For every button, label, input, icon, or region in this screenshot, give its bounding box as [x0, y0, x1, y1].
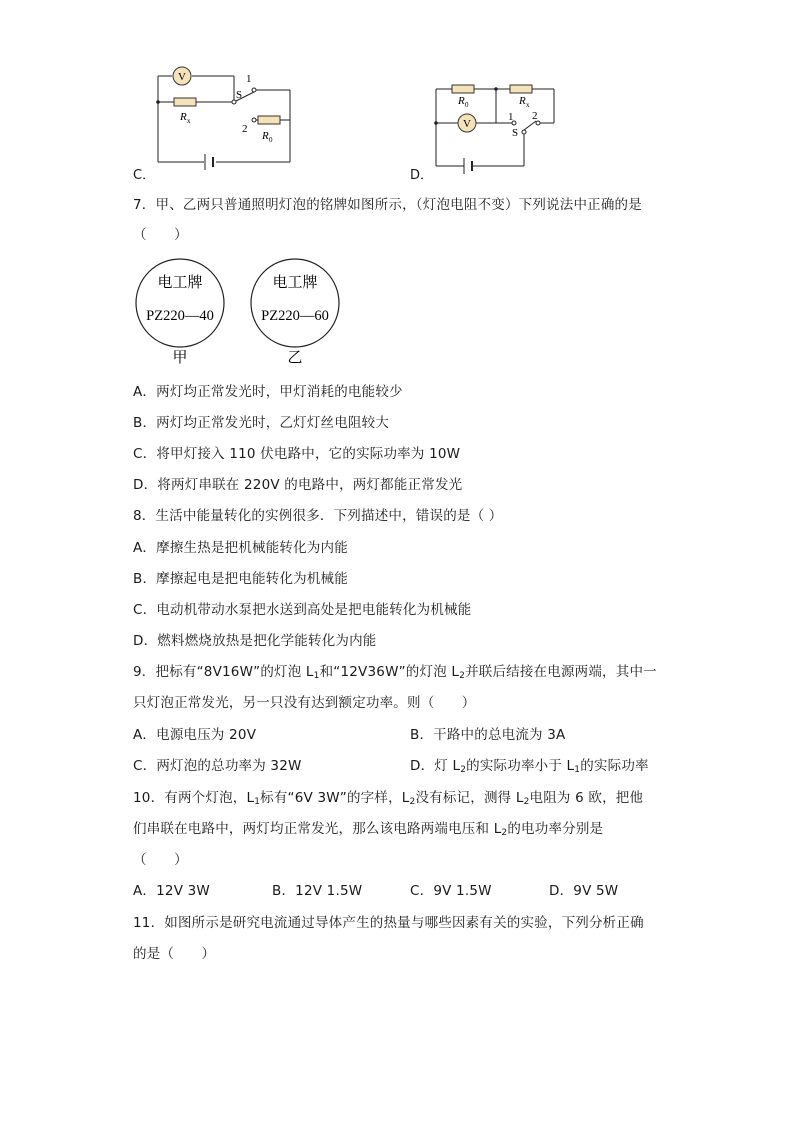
r0-c-label: R	[262, 130, 269, 142]
q10-option-d: D．9V 5W	[549, 883, 619, 899]
bulb-yi-name: 乙	[287, 350, 303, 366]
terminal-d-1: 1	[508, 111, 514, 123]
q10-option-c: C．9V 1.5W	[410, 883, 492, 899]
terminal-c-2: 2	[242, 123, 248, 135]
rx-c-label: R	[180, 111, 187, 123]
q10-line1-d: 电阻为 6 欧，把他	[529, 790, 644, 806]
q8-option-d: D．燃料燃烧放热是把化学能转化为内能	[133, 633, 377, 649]
switch-c-label: S	[236, 89, 243, 101]
q7-bulb-badges	[133, 258, 353, 370]
rx-d-sub: x	[526, 101, 530, 109]
circuit-d-svg	[428, 78, 563, 178]
q9-stem-line1	[133, 660, 657, 681]
q8-option-a: A．摩擦生热是把机械能转化为内能	[133, 540, 348, 556]
q9-opt-d-sub2: 2	[460, 765, 467, 775]
q9-option-c: C．两灯泡的总功率为 32W	[133, 758, 302, 774]
q8-option-c: C．电动机带动水泵把水送到高处是把电能转化为机械能	[133, 602, 472, 618]
q9-stem-part-a: 9．把标有“8V16W”的灯泡 L	[133, 664, 314, 680]
bulb-yi-brand: 电工牌	[272, 275, 318, 291]
circuit-diagram-d	[428, 78, 563, 178]
q9-opt-d-sub1: 1	[574, 765, 581, 775]
q9-option-a: A．电源电压为 20V	[133, 727, 257, 743]
r0-d-sub: 0	[465, 101, 469, 109]
bulb-badge-yi	[251, 259, 339, 347]
bulb-badge-jia	[136, 259, 224, 347]
rx-d-label: R	[519, 95, 526, 107]
q10-sub-2c: 2	[501, 828, 508, 838]
q10-option-a: A．12V 3W	[133, 883, 210, 899]
q10-line1-b: 标有“6V 3W”的字样，L	[260, 790, 410, 806]
q10-paren: （ ）	[133, 852, 188, 868]
q7-paren: （ ）	[133, 227, 188, 243]
q7-option-b: B．两灯均正常发光时，乙灯灯丝电阻较大	[133, 415, 390, 431]
bulb-jia-brand: 电工牌	[157, 275, 203, 291]
bulb-jia-name: 甲	[172, 350, 188, 366]
q11-line2: 的是（ ）	[133, 946, 216, 962]
q9-opt-d-c: 的实际功率	[580, 758, 649, 774]
q9-sub-1: 1	[313, 671, 320, 681]
q10-sub-2b: 2	[523, 797, 530, 807]
q8-option-b: B．摩擦起电是把电能转化为机械能	[133, 571, 348, 587]
q10-line1-c: 没有标记，测得 L	[415, 790, 524, 806]
voltmeter-c-label: V	[178, 71, 186, 83]
bulb-badges-svg	[133, 258, 353, 366]
terminal-c-1: 1	[246, 73, 252, 85]
switch-d-label: S	[512, 127, 519, 139]
q10-line2-a: 们串联在电路中，两灯均正常发光，那么该电路两端电压和 L	[133, 821, 502, 837]
option-d-label: D．	[410, 168, 434, 183]
terminal-d-2: 2	[532, 110, 538, 122]
q9-sub-2: 2	[459, 671, 466, 681]
q8-stem: 8．生活中能量转化的实例很多．下列描述中，错误的是（ ）	[133, 508, 503, 524]
q10-line1	[133, 786, 643, 807]
q7-option-a: A．两灯均正常发光时，甲灯消耗的电能较少	[133, 384, 403, 400]
r0-c-sub: 0	[269, 136, 273, 144]
q9-option-d	[410, 754, 649, 775]
q9-stem-line2: 只灯泡正常发光，另一只没有达到额定功率。则（ ）	[133, 695, 476, 711]
bulb-yi-rating: PZ220—60	[261, 308, 329, 324]
q10-line1-a: 10．有两个灯泡，L	[133, 790, 255, 806]
q10-sub-2a: 2	[409, 797, 416, 807]
q10-sub-1a: 1	[254, 797, 261, 807]
q9-option-b: B．干路中的总电流为 3A	[410, 727, 566, 743]
q11-line1: 11．如图所示是研究电流通过导体产生的热量与哪些因素有关的实验，下列分析正确	[133, 915, 644, 931]
circuit-diagram-c	[150, 62, 300, 177]
r0-d-label: R	[458, 95, 465, 107]
q7-option-d: D．将两灯串联在 220V 的电路中，两灯都能正常发光	[133, 477, 463, 493]
q7-option-c: C．将甲灯接入 110 伏电路中，它的实际功率为 10W	[133, 446, 461, 462]
q9-opt-d-b: 的实际功率小于 L	[466, 758, 575, 774]
q10-line2-b: 的电功率分别是	[507, 821, 604, 837]
bulb-jia-rating: PZ220—40	[146, 308, 214, 324]
q9-stem-part-b: 和“12V36W”的灯泡 L	[319, 664, 460, 680]
q9-opt-d-a: D．灯 L	[410, 758, 461, 774]
voltmeter-d-label: V	[463, 118, 471, 130]
option-c-label: C．	[133, 168, 156, 183]
q7-stem: 7．甲、乙两只普通照明灯泡的铭牌如图所示，（灯泡电阻不变）下列说法中正确的是	[133, 197, 642, 213]
q10-option-b: B．12V 1.5W	[272, 883, 363, 899]
rx-c-sub: x	[187, 117, 191, 125]
q10-line2	[133, 817, 603, 838]
circuit-c-svg	[150, 62, 300, 177]
q9-stem-part-c: 并联后结接在电源两端，其中一	[465, 664, 657, 680]
